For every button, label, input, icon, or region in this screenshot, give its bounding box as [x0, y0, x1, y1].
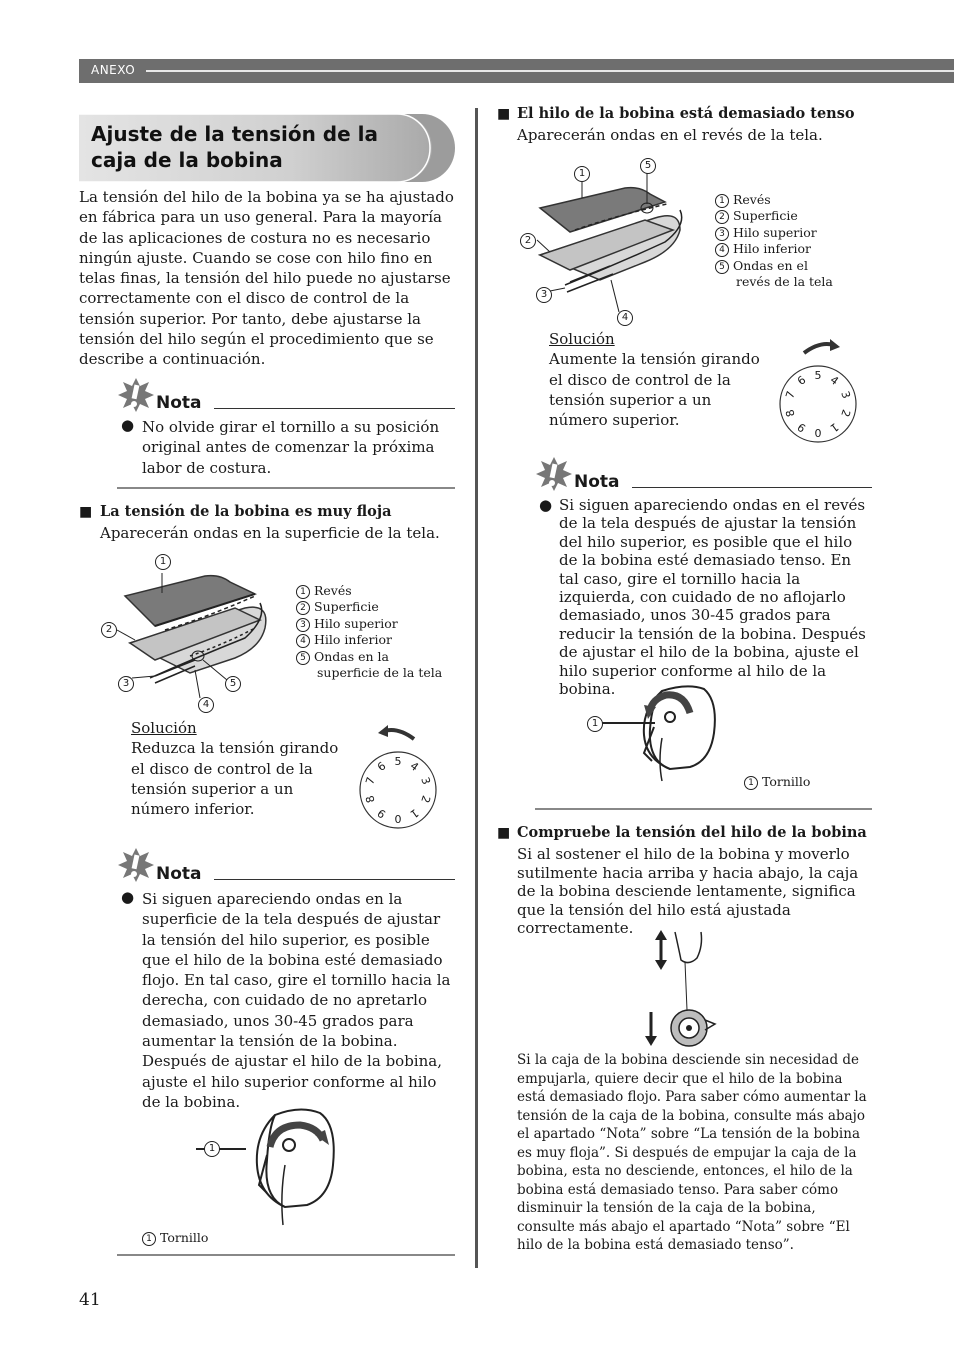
dial-number: 1 [408, 805, 422, 821]
dial-number: 6 [374, 759, 388, 775]
dial-number: 5 [394, 755, 402, 768]
legend-item: Ondas en la [314, 648, 390, 664]
legend-num: 1 [744, 776, 758, 790]
legend-item: Tornillo [762, 774, 811, 789]
screw-legend-tight [744, 774, 810, 790]
dial-number: 8 [363, 793, 379, 805]
callout-3: 3 [536, 287, 552, 303]
legend-item: revés de la tela [736, 274, 833, 290]
legend-item: Revés [314, 583, 352, 598]
arrow-left-icon [376, 725, 416, 741]
loose-description: Aparecerán ondas en la superficie de la tela. [100, 524, 440, 542]
callout-leader [595, 722, 655, 724]
solution-line: tensión superior a un [549, 390, 712, 409]
dial-number: 4 [828, 373, 842, 389]
title-line-2: caja de la bobina [91, 148, 283, 172]
legend-num: 3 [715, 227, 729, 241]
dial-number: 7 [363, 775, 379, 787]
nota-3-bottom-rule [535, 808, 872, 810]
callout-1: 1 [587, 716, 603, 732]
legend-num: 4 [296, 634, 310, 648]
dial-number: 5 [814, 369, 822, 382]
exclamation-star-icon [117, 377, 155, 413]
column-divider [475, 108, 478, 1268]
legend-item: Hilo superior [733, 224, 817, 240]
callout-1: 1 [204, 1141, 220, 1157]
nota-1-rule [214, 408, 455, 409]
dial-number: 6 [794, 373, 808, 389]
check-heading: Compruebe la tensión del hilo de la bobina [517, 824, 867, 841]
solution-label: Solución [549, 330, 615, 348]
legend-num: 1 [296, 585, 310, 599]
legend-item: Superficie [733, 208, 798, 224]
solution-line: número inferior. [131, 800, 255, 819]
tight-heading: El hilo de la bobina está demasiado tenso [517, 105, 855, 122]
check-note: Si la caja de la bobina desciende sin necesidad de empujarla, quiere decir que el hilo de la bobina está demasiado flojo. Para saber cómo aumentar la tensión de la caja de la bobina, consulte más abajo el apartado “Nota” sobre “La tensión de la bobina es muy floja”. Si después de empujar la caja de la bobina, esta no desciende, entonces, el hilo de la bobina está demasiado tenso. Para saber cómo disminuir la tensión de la caja de la bobina, consulte más abajo el apartado “Nota” sobre “El hilo de la bobina está demasiado tenso”. [517, 1052, 867, 1253]
legend-num: 1 [142, 1232, 156, 1246]
loose-heading: La tensión de la bobina es muy floja [100, 503, 392, 520]
bobbin-case-illustration-right [245, 1105, 345, 1235]
legend-item: Revés [733, 192, 771, 207]
legend-loose [296, 583, 456, 681]
legend-tight [715, 192, 875, 290]
exclamation-star-icon [117, 847, 155, 883]
square-bullet-icon: ■ [497, 106, 511, 122]
solution-line: Aumente la tensión girando [549, 350, 760, 369]
solution-loose [131, 718, 361, 819]
legend-item: Ondas en el [733, 257, 808, 273]
callout-3: 3 [118, 676, 134, 692]
dial-number: 1 [828, 419, 842, 435]
solution-line: el disco de control de la [549, 370, 731, 389]
legend-item: Superficie [314, 599, 379, 615]
fabric-diagram-loose [95, 548, 285, 718]
header-line [146, 70, 954, 72]
callout-2: 2 [101, 622, 117, 638]
legend-num: 2 [296, 601, 310, 615]
bullet-icon: ● [539, 496, 553, 514]
nota-1-bottom-rule [117, 487, 455, 489]
fabric-diagram-tight [515, 170, 705, 330]
dial-number: 3 [417, 775, 433, 787]
legend-item: superficie de la tela [317, 665, 443, 681]
screw-legend-loose [142, 1230, 208, 1246]
legend-num: 2 [715, 210, 729, 224]
tight-description: Aparecerán ondas en el revés de la tela. [517, 126, 823, 144]
nota-3-title: Nota [574, 472, 620, 492]
legend-num: 5 [715, 260, 729, 274]
callout-1: 1 [155, 554, 171, 570]
dial-number: 7 [783, 389, 799, 401]
callout-1: 1 [574, 166, 590, 182]
callout-5: 5 [225, 676, 241, 692]
dial-number: 3 [837, 389, 853, 401]
square-bullet-icon: ■ [497, 825, 511, 841]
dial-number: 2 [417, 793, 433, 805]
legend-item: Hilo inferior [314, 632, 392, 648]
nota-1-title: Nota [156, 393, 202, 413]
legend-item: Tornillo [160, 1230, 209, 1245]
dial-number: 0 [394, 812, 402, 825]
arrow-right-icon [802, 339, 842, 355]
nota-1-text: No olvide girar el tornillo a su posición original antes de comenzar la próxima labor de costura. [142, 418, 440, 477]
dial-number: 9 [374, 805, 388, 821]
header-section-label: ANEXO [91, 63, 136, 77]
page-number: 41 [79, 1290, 101, 1310]
tension-dial-tight [778, 364, 858, 444]
page-title [91, 121, 391, 173]
callout-2: 2 [520, 233, 536, 249]
legend-num: 1 [715, 194, 729, 208]
dial-number: 9 [794, 419, 808, 435]
solution-line: tensión superior a un [131, 779, 294, 798]
legend-num: 3 [296, 618, 310, 632]
exclamation-star-icon [535, 456, 573, 492]
bobbin-case-illustration-left [632, 683, 732, 783]
square-bullet-icon: ■ [79, 504, 93, 520]
solution-line: el disco de control de la [131, 759, 313, 778]
dial-number: 4 [408, 759, 422, 775]
nota-2-title: Nota [156, 864, 202, 884]
bullet-icon: ● [121, 416, 135, 434]
bullet-icon: ● [121, 888, 135, 906]
callout-4: 4 [198, 697, 214, 713]
title-line-1: Ajuste de la tensión de la [91, 122, 378, 146]
callout-4: 4 [617, 310, 633, 326]
nota-2-bottom-rule [117, 1254, 455, 1256]
legend-num: 4 [715, 243, 729, 257]
solution-line: Reduzca la tensión girando [131, 739, 339, 758]
nota-3-text: Si siguen apareciendo ondas en el revés de la tela después de ajustar la tensión del hilo superior, es posible que el hilo de la bobina esté demasiado tenso. En tal caso, gire el tornillo hacia la izquierda, con cuidado de no aflojarlo demasiado, unos 30-45 grados para reducir la tensión de la bobina. Después de ajustar el hilo de la bobina, ajuste el hilo superior conforme al hilo de la bobina. [559, 496, 866, 699]
intro-paragraph: La tensión del hilo de la bobina ya se ha ajustado en fábrica para un uso general. Para la mayoría de las aplicaciones de costura no es necesario ningún ajuste. Cuando se cose con hilo fino en telas finas, la tensión del hilo puede no ajustarse correctamente con el disco de control de la tensión superior. Por tanto, debe ajustarse la tensión del hilo según el procedimiento que se describe a continuación. [79, 188, 454, 369]
legend-item: Hilo inferior [733, 241, 811, 257]
check-description: Si al sostener el hilo de la bobina y moverlo sutilmente hacia arriba y hacia abajo, la caja de la bobina desciende lentamente, significa que la tensión del hilo está ajustada correctamente. [517, 845, 859, 938]
callout-5: 5 [640, 158, 656, 174]
solution-line: número superior. [549, 411, 680, 430]
dial-number: 0 [814, 426, 822, 439]
solution-label: Solución [131, 719, 197, 737]
nota-3-rule [632, 487, 872, 488]
dial-number: 8 [783, 407, 799, 419]
dial-number: 2 [837, 407, 853, 419]
bobbin-check-illustration [645, 930, 725, 1050]
nota-2-rule [214, 879, 455, 880]
solution-tight [549, 329, 769, 430]
nota-2-text: Si siguen apareciendo ondas en la superficie de la tela después de ajustar la tensión del hilo superior, es posible que el hilo de la bobina esté demasiado flojo. En tal caso, gire el tornillo hacia la derecha, con cuidado de no apretarlo demasiado, unos 30-45 grados para aumentar la tensión de la bobina. Después de ajustar el hilo de la bobina, ajuste el hilo superior conforme al hilo de la bobina. [142, 890, 451, 1111]
legend-item: Hilo superior [314, 615, 398, 631]
tension-dial-loose [358, 750, 438, 830]
legend-num: 5 [296, 651, 310, 665]
